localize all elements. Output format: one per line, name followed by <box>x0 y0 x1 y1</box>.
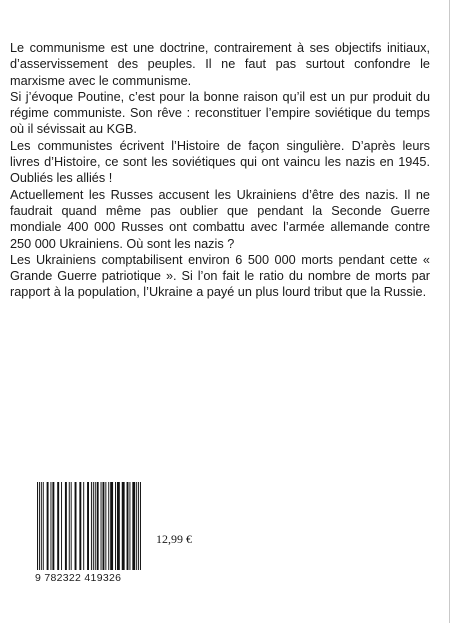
barcode-bar <box>97 482 99 570</box>
price-label: 12,99 € <box>156 532 192 546</box>
barcode-bar <box>101 482 102 570</box>
barcode-bar <box>140 482 141 570</box>
barcode-bar <box>138 482 139 570</box>
barcode-bar <box>122 482 125 570</box>
barcode-bar <box>127 482 129 570</box>
barcode-bar <box>39 482 40 570</box>
barcode-bar <box>136 482 137 570</box>
barcode-bar <box>71 482 72 570</box>
isbn-number: 9 782322 419326 <box>35 572 122 584</box>
barcode-bar <box>102 482 104 570</box>
barcode-bar <box>75 482 77 570</box>
paragraph-history: Les communistes écrivent l’Histoire de façon singulière. D’après leurs livres d’Histoire, ce sont les soviétiques qui ont vaincu les nazis en 1945. Oubliés les alliés ! <box>10 138 430 186</box>
barcode-bar <box>65 482 67 570</box>
paragraph-accusation: Actuellement les Russes accusent les Ukrainiens d’être des nazis. Il ne faudrait quand même pas oublier que pendant la Seconde Guerre mondiale 400 000 Russes ont combattu avec l’armée allemande contre 250 000 Ukrainiens. Où sont les nazis ? <box>10 187 430 251</box>
barcode-bar <box>117 482 120 570</box>
paragraph-communism: Le communisme est une doctrine, contrairement à ses objectifs initiaux, d’asservissement des peuples. Il ne faut pas surtout confondre le marxisme avec le communisme. <box>10 41 430 88</box>
barcode-bar <box>91 482 92 570</box>
barcode-bars <box>35 482 143 572</box>
barcode-bar <box>110 482 113 570</box>
barcode-bar <box>41 482 42 570</box>
barcode-bar <box>52 482 54 570</box>
barcode-bar <box>83 482 84 570</box>
barcode-bar <box>69 482 70 570</box>
barcode-bar <box>43 482 44 570</box>
barcode-bar <box>50 482 51 570</box>
barcode-bar <box>129 482 130 570</box>
paragraph-putin: Si j’évoque Poutine, c’est pour la bonne raison qu’il est un pur produit du régime communiste. Son rêve : reconstituer l’empire soviétique du temps où il sévissait au KGB. <box>10 89 430 137</box>
barcode-bar <box>93 482 94 570</box>
barcode-bar <box>115 482 116 570</box>
barcode-bar <box>37 482 38 570</box>
barcode-bar <box>95 482 96 570</box>
barcode-bar <box>105 482 106 570</box>
paragraph-casualties: Les Ukrainiens comptabilisent environ 6 500 000 morts pendant cette « Grande Guerre patriotique ». Si l’on fait le ratio du nombre de morts par rapport à la population, l’Ukraine a payé un plus lourd tribut que la Russie. <box>10 252 430 300</box>
barcode-bar <box>132 482 135 570</box>
barcode-bar <box>87 482 89 570</box>
barcode-bar <box>57 482 59 570</box>
barcode-bar <box>47 482 49 570</box>
barcode-bar <box>61 482 62 570</box>
isbn-barcode <box>35 482 143 586</box>
barcode-bar <box>79 482 81 570</box>
back-cover-text <box>10 40 430 301</box>
barcode-bar <box>108 482 109 570</box>
